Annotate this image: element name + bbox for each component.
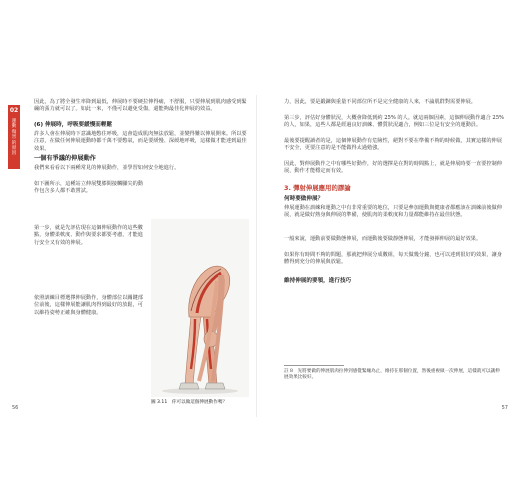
- anatomy-illustration: [151, 219, 249, 397]
- page-number: 56: [12, 405, 19, 411]
- paragraph: 依照訓練目標選擇伸展動作，身體部位以關鍵部位前後，這樣伸展能讓肌肉得到最好的放鬆，可以維持姿勢正確與身體健康。: [34, 295, 143, 316]
- page-number: 57: [501, 405, 508, 411]
- figure-caption: 圖 3.11 你可以做這個伸展動作嗎？: [151, 400, 228, 405]
- chapter-tab: [8, 105, 20, 169]
- paragraph: 如下圖所示，這種站立伸展雙膝間接觸腳尖的動作包含多人都不敢嘗試。: [34, 181, 143, 195]
- stretch-figure: [151, 219, 249, 397]
- section-heading: 3. 彈射伸展應用的謬論: [284, 184, 351, 192]
- paragraph: 因此，對伸展動作之中有哪些好動作，好的選擇是在對的時間點上，就是伸展時要一直要控制伸展，動作才能穩定而有效。: [284, 161, 502, 175]
- paragraph: 最後要提醒讀者的是，這個伸展動作有危險性，絕對不要在準備不夠的時候做，其實這樣的伸展不安全，更要注意的是不能做得太過勉強。: [284, 138, 502, 152]
- chapter-number: 02: [9, 107, 19, 114]
- paragraph: 一般來說，運動前要做動態伸展，而運動後要做靜態伸展，才能發揮伸展的最好效果。: [284, 236, 482, 242]
- paragraph: 第一步，就是先評估現在這個伸展動作的這些數點，身體柔軟度、動作與要求都要考慮，才能進行安全又有效的伸展。: [34, 225, 143, 246]
- paragraph: 第三步，評估好身體狀況，大概會降低到約 25% 的人。就這兩個因素，這個伸展動作適合 25% 的人，如果，這些人都是經過良好訓練、體質狀況適合，例如三位是有安全的運動員。: [284, 115, 504, 129]
- subheading-breathing: (6) 伸展時，呼吸要緩慢而輕鬆: [34, 122, 113, 128]
- subheading: 維持伸展的要領，進行技巧: [284, 278, 352, 284]
- section-heading: 一個有爭議的伸展動作: [34, 155, 96, 162]
- paragraph: 因此，為了將全發生率降到最低，伸展時不要硬拉伸得痛，不舒服，只要伸展到肌肉感受到緊繃的張力就可以了。如此一來，不僅可以避免受傷，還能夠最佳化伸展的效益。: [34, 99, 247, 113]
- paragraph: 如果你有時間不夠的問題，那就把伸展分成數組，每天做幾分鐘，也可以達到很好的效果，讓身體得到充分的伸展與放鬆。: [284, 252, 502, 266]
- footnote: 註 8 先將要做的伸展肌肉拉伸到感覺緊繃為止，維持在那個位置，然後重複做一次伸展，這樣就可以讓伸展效果比較好。: [284, 369, 500, 381]
- left-page: [8, 95, 257, 417]
- right-page: [262, 95, 512, 417]
- subheading: 何時要做伸展？: [284, 196, 324, 202]
- paragraph: 許多人會在伸展時下意識地憋住呼吸，這會造成肌肉無法放鬆，並變得難以伸展開來。所以要注意，在做任何伸展運動時都千萬不要憋氣，而是要緩慢、深緩地呼吸，這樣做才能達到最佳效果。: [34, 131, 247, 152]
- paragraph: 力，因此，要是鍛鍊與重量不同部位所不是完全健康的人來，不論肌群對需要伸展。: [284, 99, 476, 105]
- footnote-divider: [284, 365, 344, 366]
- paragraph: 我們來看看以下兩種常見的伸展動作，並學習如何安全地進行。: [34, 165, 180, 171]
- chapter-label: 運動傷害的原因: [11, 119, 17, 157]
- paragraph: 伸展運動在訓練和運動之中有非常重要的地位，只要是參加運動與健康者都應該在訓練前後做伸展，就是做好熱身與伸展的準備，使肌肉的柔軟度和力量都能維持在最佳狀態。: [284, 205, 502, 219]
